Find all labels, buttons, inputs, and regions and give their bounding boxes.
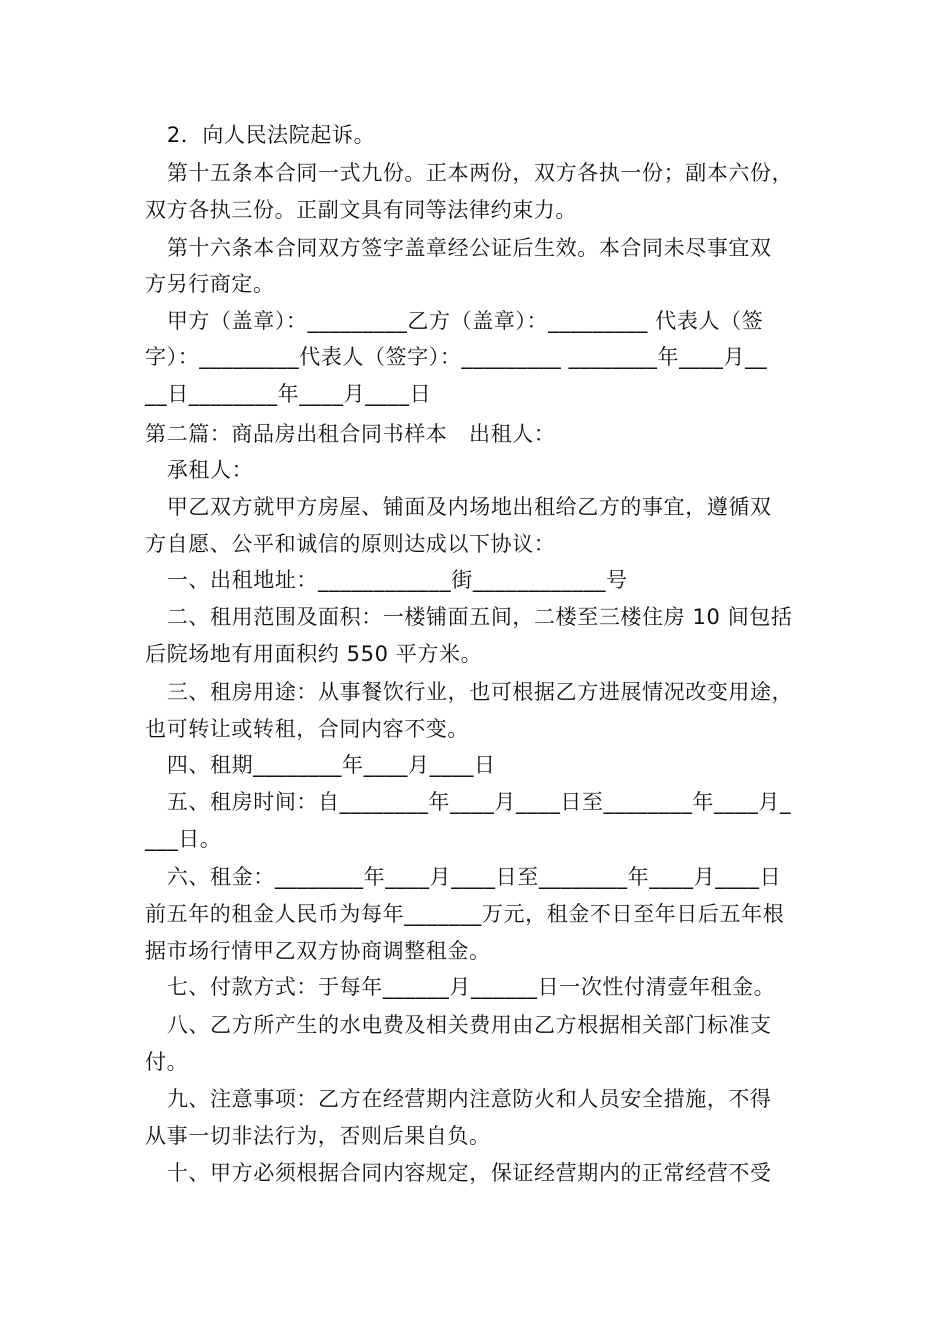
text-line: 七、付款方式：于每年______月______日一次性付清壹年租金。: [145, 975, 776, 999]
text-line: 二、租用范围及面积：一楼铺面五间，二楼至三楼住房 10 间包括: [145, 605, 793, 629]
text-line: 承租人：: [145, 458, 254, 482]
text-line: 字）：_________代表人（签字）：_________ ________年____月__: [145, 345, 768, 369]
text-line: 方自愿、公平和诚信的原则达成以下协议：: [145, 532, 556, 556]
text-line: 甲方（盖章）：_________乙方（盖章）：_________ 代表人（签: [145, 309, 764, 333]
text-line: 三、租房用途：从事餐饮行业，也可根据乙方进展情况改变用途，: [145, 680, 794, 704]
text-line: 六、租金：________年____月____日至________年____月____日: [145, 865, 782, 889]
text-line: 也可转让或转租，合同内容不变。: [145, 717, 469, 741]
section-heading: 第二篇：商品房出租合同书样本 出租人：: [145, 422, 556, 446]
text-line: 九、注意事项：乙方在经营期内注意防火和人员安全措施，不得: [145, 1087, 772, 1111]
text-line: 2．向人民法院起诉。: [145, 123, 376, 147]
text-line: __日________年____月____日: [145, 382, 432, 406]
text-line: 据市场行情甲乙双方协商调整租金。: [145, 939, 491, 963]
text-line: 四、租期________年____月____日: [145, 753, 496, 777]
text-line: 甲乙双方就甲方房屋、铺面及内场地出租给乙方的事宜，遵循双: [145, 495, 772, 519]
text-line: 一、出租地址：____________街____________号: [145, 568, 628, 592]
text-line: 后院场地有用面积约 550 平方米。: [145, 642, 483, 666]
text-line: 方另行商定。: [145, 272, 275, 296]
text-line: 双方各执三份。正副文具有同等法律约束力。: [145, 198, 577, 222]
text-line: 五、租房时间：自________年____月____日至________年____月_: [145, 790, 792, 814]
text-line: 前五年的租金人民币为每年_______万元，租金不日至年日后五年根: [145, 902, 785, 926]
text-line: 八、乙方所产生的水电费及相关费用由乙方根据相关部门标准支: [145, 1013, 772, 1037]
text-line: 第十六条本合同双方签字盖章经公证后生效。本合同未尽事宜双: [145, 236, 772, 260]
text-line: 付。: [145, 1050, 189, 1074]
text-line: 十、甲方必须根据合同内容规定，保证经营期内的正常经营不受: [145, 1161, 772, 1185]
text-line: 从事一切非法行为，否则后果自负。: [145, 1124, 491, 1148]
text-line: ___日。: [145, 827, 222, 851]
text-line: 第十五条本合同一式九份。正本两份，双方各执一份；副本六份，: [145, 161, 794, 185]
